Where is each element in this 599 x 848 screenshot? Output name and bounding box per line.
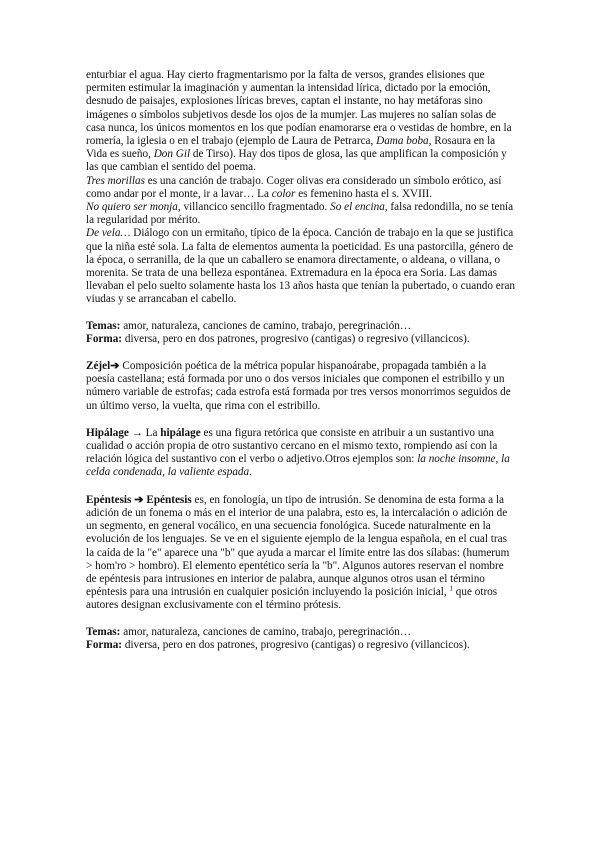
text-run: falsa redondilla, no se tenía la regularidad por mérito.: [86, 201, 514, 227]
examples-italic: la noche insomne, la celda condenada, la valiente espada: [86, 453, 510, 479]
text-run: que otros autores designan exclusivamente con el término prótesis.: [86, 586, 498, 612]
definition-text: Composición poética de la métrica popular hispanoárabe, propagada también a la poesía castellana; está formada por uno o dos versos iniciales que componen el estribillo y un número variable de estrofas; cada estrofa está formada por tres versos monorrimos seguidos de un último verso, la vuelta, que rima con el estribillo.: [86, 360, 511, 412]
text-run: Diálogo con un ermitaño, típico de la época. Canción de trabajo en la que se justifica que la niña esté sola. La falta de elementos aumenta la poeticidad. Es una pastorcilla, género de la época, o serranilla, de la que un caballero se enamora directamente, o aldeana, o villana, o morenita. Se trata de una belleza espontánea. Extremadura en la época era Soria. Las damas llevaban el pelo suelto solamente hasta los 13 años hasta que tenían la pubertado, o cuando eran viudas y se arrancaban el cabello.: [86, 227, 516, 306]
title-don-gil: Don Gil: [153, 148, 191, 161]
paragraph-hipalage: [86, 427, 516, 480]
term-epentesis-inline: Epéntesis: [146, 493, 192, 506]
title-tres-morillas: Tres morillas: [86, 174, 145, 187]
paragraph-tres-morillas: [86, 175, 516, 201]
temas-label: Temas:: [86, 625, 121, 638]
text-run: La: [142, 426, 161, 439]
document-page: [86, 69, 516, 652]
arrow-right-icon: ➔: [110, 360, 120, 373]
title-no-quiero-ser-monja: No quiero ser monja: [86, 201, 178, 214]
forma-label: Forma:: [86, 638, 123, 651]
spacer: [86, 480, 516, 494]
text-run: de Tirso). Hay dos tipos de glosa, las que amplifican la composición y las que cambian el sentido del poema.: [86, 148, 507, 174]
text-run: , Rosaura en la Vida es sueño,: [86, 135, 496, 161]
forma-line-1: [86, 333, 516, 346]
text-run: enturbiar el agua. Hay cierto fragmentarismo por la falta de versos, grandes elisiones que permiten estimular la imaginación y aumentan la intensidad lírica, dictado por la emoción, desnudo de paisajes, explosiones líricas breves, captan el instante, no hay metáforas sino imágenes o símbolos subjetivos desde los ojos de la mumjer. Las mujeres no salían solas de casa nunca, los únicos momentos en los que podían enamorarse era o vestidas de hombre, en la romería, la iglesia o en el trabajo (ejemplo de Laura de Petrarca,: [86, 69, 512, 148]
forma-label: Forma:: [86, 332, 123, 345]
text-run: es una canción de trabajo. Coger olivas era considerado un símbolo erótico, así como andar por el monte, ir a lavar… La: [86, 174, 502, 200]
definition-text: es una figura retórica que consiste en atribuir a un sustantivo una cualidad o acción propia de otro sustantivo cercano en el mismo texto, rompiendo así con la relación lógica del sustantivo con el verbo o adjetivo.Otros ejemplos son:: [86, 426, 498, 466]
paragraph-epentesis: [86, 494, 516, 613]
title-so-el-encina: So el encina,: [330, 201, 388, 214]
footnote-ref[interactable]: 1: [449, 584, 453, 593]
term-hipalage-inline: hipálage: [160, 426, 201, 439]
text-run: es femenino hasta el s. XVIII.: [295, 187, 433, 200]
term-zejel: Zéjel: [86, 360, 111, 373]
temas-text: amor, naturaleza, canciones de camino, trabajo, peregrinación…: [120, 319, 412, 332]
word-color: color: [271, 187, 296, 200]
paragraph-glosa: [86, 69, 516, 175]
title-de-vela: De vela…: [86, 227, 131, 240]
spacer: [86, 307, 516, 320]
temas-line-2: [86, 626, 516, 639]
spacer: [86, 413, 516, 427]
forma-text: diversa, pero en dos patrones, progresivo (cantigas) o regresivo (villancicos).: [122, 638, 470, 651]
forma-text: diversa, pero en dos patrones, progresivo (cantigas) o regresivo (villancicos).: [122, 332, 470, 345]
term-hipalage: Hipálage: [86, 426, 129, 439]
paragraph-zejel: [86, 360, 516, 413]
temas-text: amor, naturaleza, canciones de camino, trabajo, peregrinación…: [120, 625, 412, 638]
paragraph-no-quiero: [86, 201, 516, 227]
arrow-right-icon: ➔: [134, 493, 144, 506]
spacer: [86, 346, 516, 360]
term-epentesis: Epéntesis: [86, 493, 132, 506]
temas-line-1: [86, 320, 516, 333]
title-dama-boba: Dama boba: [376, 135, 429, 148]
paragraph-de-vela: [86, 227, 516, 306]
temas-label: Temas:: [86, 319, 121, 332]
spacer: [86, 613, 516, 626]
forma-line-2: [86, 639, 516, 652]
definition-text: es, en fonología, un tipo de intrusión. Se denomina de esta forma a la adición de un fonema o más en el interior de una palabra, esto es, la intercalación o adición de un segmento, en general vocálico, en una secuencia fonológica. Sucede naturalmente en la evolución de los lenguajes. Se ve en el siguiente ejemplo de la lengua española, en el cual tras la caída de la "e" aparece una "b" que ayuda a marcar el límite entre las dos sílabas: (humerum > hom'ro > hombro). El elemento epentético sería la "b". Algunos autores reservan el nombre de epéntesis para intrusiones en interior de palabra, aunque algunos otros usan el término epéntesis para una intrusión en cualquier posición incluyendo la posición inicial,: [86, 493, 510, 599]
arrow-right-icon: →: [131, 426, 143, 439]
text-run: .: [249, 466, 252, 479]
text-run: , villancico sencillo fragmentado.: [177, 201, 331, 214]
